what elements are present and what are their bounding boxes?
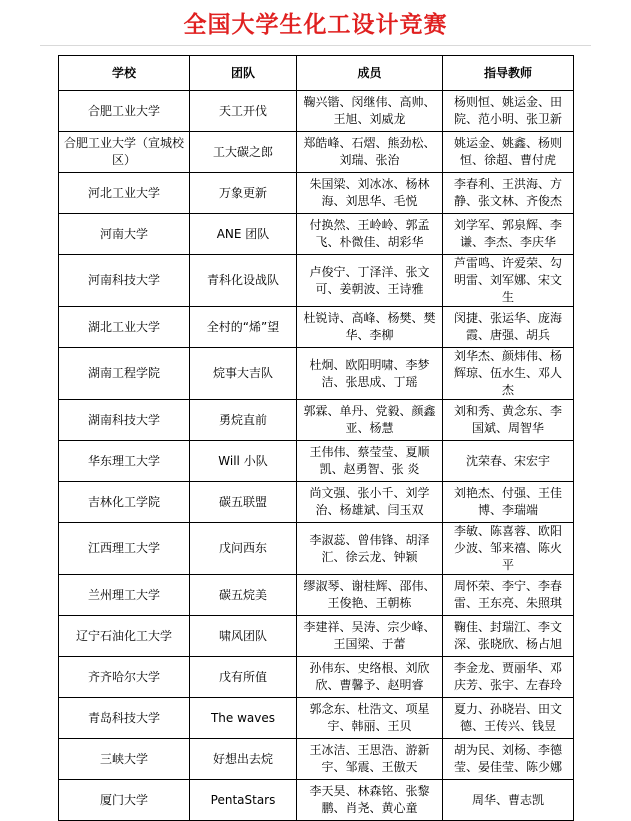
table-row xyxy=(59,575,574,616)
advisors-cell: 李敏、陈喜蓉、欧阳少波、邹来禧、陈火平 xyxy=(443,523,574,575)
team-cell: 全村的“烯”望 xyxy=(190,307,297,348)
members-cell: 郭霖、单丹、党毅、颜鑫亚、杨慧 xyxy=(297,400,443,441)
school-cell: 河南大学 xyxy=(59,214,190,255)
team-cell: ANE 团队 xyxy=(190,214,297,255)
members-cell: 李建祥、吴涛、宗少峰、王国梁、于蕾 xyxy=(297,616,443,657)
header-row xyxy=(59,56,574,91)
members-cell: 李天昊、林森铭、张黎鹏、肖尧、黄心童 xyxy=(297,780,443,821)
school-cell: 合肥工业大学（宣城校区） xyxy=(59,132,190,173)
team-cell: 工大碳之郎 xyxy=(190,132,297,173)
members-cell: 卢俊宁、丁泽洋、张文可、姜朝波、王诗雅 xyxy=(297,255,443,307)
school-cell: 湖南科技大学 xyxy=(59,400,190,441)
school-cell: 辽宁石油化工大学 xyxy=(59,616,190,657)
table-body xyxy=(59,91,574,821)
advisors-cell: 闵捷、张运华、庞海霞、唐强、胡兵 xyxy=(443,307,574,348)
table-row xyxy=(59,739,574,780)
team-cell: 青科化设战队 xyxy=(190,255,297,307)
advisors-cell: 周怀荣、李宁、李春雷、王东亮、朱照琪 xyxy=(443,575,574,616)
table-row xyxy=(59,348,574,400)
advisors-cell: 刘和秀、黄念东、李国斌、周智华 xyxy=(443,400,574,441)
members-cell: 朱国梁、刘冰冰、杨林海、刘思华、毛悦 xyxy=(297,173,443,214)
school-cell: 湖南工程学院 xyxy=(59,348,190,400)
team-cell: 碳五烷美 xyxy=(190,575,297,616)
school-cell: 三峡大学 xyxy=(59,739,190,780)
table-row xyxy=(59,657,574,698)
team-cell: 烷事大吉队 xyxy=(190,348,297,400)
advisors-cell: 夏力、孙晓岩、田文德、王传兴、钱昱 xyxy=(443,698,574,739)
table-row xyxy=(59,307,574,348)
school-cell: 江西理工大学 xyxy=(59,523,190,575)
table-row xyxy=(59,441,574,482)
school-cell: 湖北工业大学 xyxy=(59,307,190,348)
school-cell: 厦门大学 xyxy=(59,780,190,821)
advisors-cell: 鞠佳、封瑞江、李文深、张晓欣、杨占旭 xyxy=(443,616,574,657)
table-row xyxy=(59,214,574,255)
page-title: 全国大学生化工设计竞赛 xyxy=(183,12,448,38)
team-cell: 碳五联盟 xyxy=(190,482,297,523)
school-cell: 合肥工业大学 xyxy=(59,91,190,132)
members-cell: 缪淑琴、谢桂辉、邵伟、王俊艳、王朝栋 xyxy=(297,575,443,616)
team-cell: 勇烷直前 xyxy=(190,400,297,441)
advisors-cell: 姚运金、姚鑫、杨则恒、徐超、曹付虎 xyxy=(443,132,574,173)
school-cell: 青岛科技大学 xyxy=(59,698,190,739)
table-header xyxy=(59,56,574,91)
advisors-cell: 刘华杰、颜炜伟、杨辉琼、伍水生、邓人杰 xyxy=(443,348,574,400)
team-cell: The waves xyxy=(190,698,297,739)
team-cell: PentaStars xyxy=(190,780,297,821)
table-row xyxy=(59,523,574,575)
advisors-cell: 杨则恒、姚运金、田院、范小明、张卫新 xyxy=(443,91,574,132)
table-row xyxy=(59,780,574,821)
table-row xyxy=(59,698,574,739)
header-school: 学校 xyxy=(59,56,190,91)
school-cell: 河南科技大学 xyxy=(59,255,190,307)
team-cell: 万象更新 xyxy=(190,173,297,214)
header-team: 团队 xyxy=(190,56,297,91)
roster-table xyxy=(58,55,574,821)
members-cell: 郭念东、杜浩文、项星宇、韩丽、王贝 xyxy=(297,698,443,739)
advisors-cell: 周华、曹志凯 xyxy=(443,780,574,821)
members-cell: 王冰洁、王思浩、游新宇、邹震、王傲天 xyxy=(297,739,443,780)
table-row xyxy=(59,482,574,523)
team-cell: 啸风团队 xyxy=(190,616,297,657)
members-cell: 李淑蕊、曾伟锋、胡泽汇、徐云龙、钟颖 xyxy=(297,523,443,575)
table-row xyxy=(59,616,574,657)
members-cell: 付换然、王岭岭、郭孟飞、朴微佳、胡彩华 xyxy=(297,214,443,255)
team-cell: 戊有所值 xyxy=(190,657,297,698)
school-cell: 兰州理工大学 xyxy=(59,575,190,616)
school-cell: 齐齐哈尔大学 xyxy=(59,657,190,698)
advisors-cell: 胡为民、刘杨、李德莹、晏佳莹、陈少娜 xyxy=(443,739,574,780)
members-cell: 杜锐诗、高峰、杨樊、樊华、李柳 xyxy=(297,307,443,348)
team-cell: Will 小队 xyxy=(190,441,297,482)
advisors-cell: 李金龙、贾丽华、邓庆芳、张宇、左春玲 xyxy=(443,657,574,698)
table-row xyxy=(59,400,574,441)
team-cell: 天工开伐 xyxy=(190,91,297,132)
members-cell: 尚文强、张小千、刘学治、杨雄斌、闫玉双 xyxy=(297,482,443,523)
table-row xyxy=(59,132,574,173)
advisors-cell: 芦雷鸣、许爱荣、勾明雷、刘军娜、宋文生 xyxy=(443,255,574,307)
advisors-cell: 李春利、王洪海、方静、张文林、齐俊杰 xyxy=(443,173,574,214)
title-divider xyxy=(40,45,591,46)
members-cell: 鞠兴锴、闵继伟、高帅、王旭、刘威龙 xyxy=(297,91,443,132)
team-cell: 戊问西东 xyxy=(190,523,297,575)
table-row xyxy=(59,255,574,307)
team-cell: 好想出去烷 xyxy=(190,739,297,780)
table-row xyxy=(59,173,574,214)
school-cell: 河北工业大学 xyxy=(59,173,190,214)
advisors-cell: 沈荣春、宋宏宇 xyxy=(443,441,574,482)
members-cell: 郑皓峰、石熠、熊劲松、刘瑞、张治 xyxy=(297,132,443,173)
school-cell: 吉林化工学院 xyxy=(59,482,190,523)
header-members: 成员 xyxy=(297,56,443,91)
advisors-cell: 刘学军、郭泉辉、李谦、李杰、李庆华 xyxy=(443,214,574,255)
members-cell: 王伟伟、蔡莹莹、夏顺凯、赵勇智、张 炎 xyxy=(297,441,443,482)
school-cell: 华东理工大学 xyxy=(59,441,190,482)
header-advisors: 指导教师 xyxy=(443,56,574,91)
members-cell: 杜炯、欧阳明啸、李梦洁、张思成、丁瑶 xyxy=(297,348,443,400)
table-row xyxy=(59,91,574,132)
advisors-cell: 刘艳杰、付强、王佳博、李瑞端 xyxy=(443,482,574,523)
members-cell: 孙伟东、史络根、刘欣欣、曹馨予、赵明睿 xyxy=(297,657,443,698)
